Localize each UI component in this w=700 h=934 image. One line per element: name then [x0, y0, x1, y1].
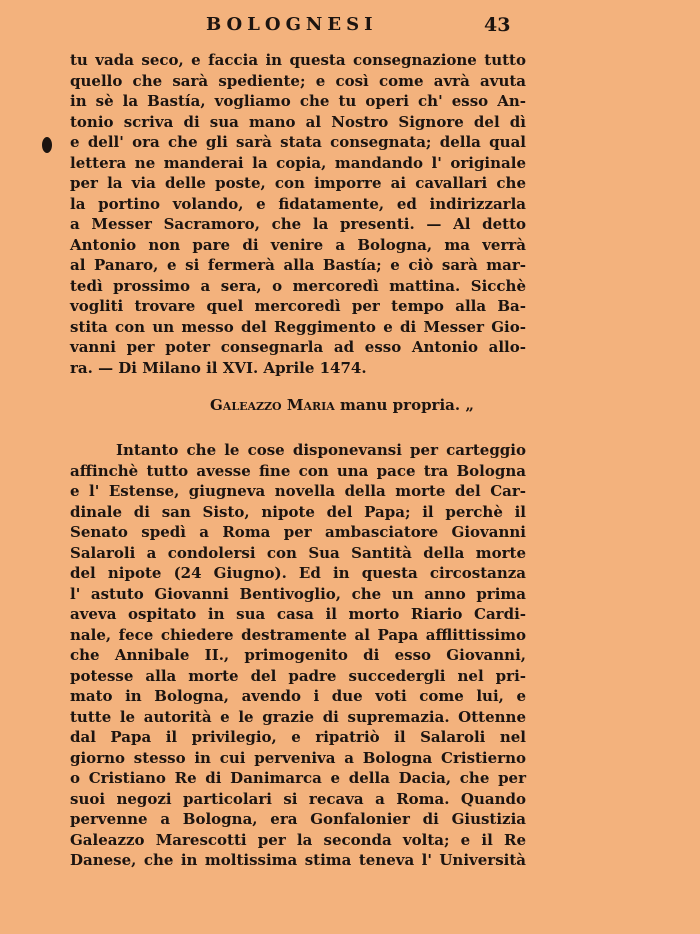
text-line: per la via delle poste, con imporre ai cavallari che: [70, 174, 526, 192]
text-line: vanni per poter consegnarla ad esso Antonio allo-: [70, 338, 526, 356]
text-line: suoi negozi particolari si recava a Roma. Quando: [70, 789, 526, 808]
ink-blot-mark: [42, 137, 52, 153]
text-line: lettera ne manderai la copia, mandando l' originale: [70, 153, 526, 172]
text-line: e dell' ora che gli sarà stata consegnata; della qual: [70, 133, 526, 151]
text-line: nale, fece chiedere destramente al Papa afflittissimo: [70, 625, 526, 644]
text-line: tu vada seco, e faccia in questa consegnazione tutto: [70, 51, 526, 69]
text-line: vogliti trovare quel mercoredì per tempo alla Ba-: [70, 297, 526, 315]
text-line: ra. — Di Milano il XVI. Aprile 1474.: [70, 358, 367, 377]
text-line: stita con un messo del Reggimento e di Messer Gio-: [70, 317, 526, 336]
text-line: aveva ospitato in sua casa il morto Riario Cardi-: [70, 605, 526, 623]
text-line: in sè la Bastía, vogliamo che tu operi ch' esso An-: [70, 92, 526, 110]
text-line: Intanto che le cose disponevansi per carteggio: [116, 441, 526, 459]
page-number: 43: [484, 14, 511, 36]
text-line: dal Papa il privilegio, e ripatriò il Salaroli nel: [70, 728, 526, 746]
text-line: che Annibale II., primogenito di esso Giovanni,: [70, 646, 526, 664]
text-line: tonio scriva di sua mano al Nostro Signore del dì: [70, 112, 526, 131]
text-line: la portino volando, e fidatamente, ed indirizzarla: [70, 194, 526, 213]
signature-name: Galeazzo Maria: [210, 396, 335, 414]
text-line: l' astuto Giovanni Bentivoglio, che un anno prima: [70, 584, 526, 603]
text-line: o Cristiano Re di Danimarca e della Dacia, che per: [70, 769, 526, 787]
text-line: tedì prossimo a sera, o mercoredì mattina. Sicchè: [70, 276, 526, 295]
text-line: e l' Estense, giugneva novella della morte del Car-: [70, 482, 526, 500]
body-paragraph: [70, 440, 526, 871]
text-line: tutte le autorità e le grazie di supremazia. Ottenne: [70, 707, 526, 726]
text-line: del nipote (24 Giugno). Ed in questa circostanza: [70, 564, 526, 582]
text-line: al Panaro, e si fermerà alla Bastía; e ciò sarà mar-: [70, 256, 526, 274]
text-line: giorno stesso in cui perveniva a Bologna Cristierno: [70, 748, 526, 767]
text-line: a Messer Sacramoro, che la presenti. — Al detto: [70, 215, 526, 233]
text-line: Danese, che in moltissima stima teneva l' Università: [70, 851, 526, 869]
text-line: dinale di san Sisto, nipote del Papa; il perchè il: [70, 502, 526, 521]
letter-signature: [210, 396, 474, 414]
text-line: potesse alla morte del padre succedergli nel pri-: [70, 666, 526, 685]
running-head: BOLOGNESI: [206, 14, 378, 35]
text-line: Galeazzo Marescotti per la seconda volta; e il Re: [70, 830, 526, 849]
text-line: Salaroli a condolersi con Sua Santità della morte: [70, 543, 526, 562]
letter-paragraph: [70, 50, 526, 378]
text-line: affinchè tutto avesse fine con una pace tra Bologna: [70, 461, 526, 480]
page-header: [0, 14, 700, 44]
text-line: mato in Bologna, avendo i due voti come lui, e: [70, 687, 526, 705]
text-line: pervenne a Bologna, era Gonfalonier di Giustizia: [70, 810, 526, 828]
text-line: Antonio non pare di venire a Bologna, ma verrà: [70, 235, 526, 254]
text-line: quello che sarà spediente; e così come avrà avuta: [70, 71, 526, 90]
text-line: Senato spedì a Roma per ambasciatore Giovanni: [70, 523, 526, 541]
signature-closing: manu propria. „: [334, 396, 474, 414]
